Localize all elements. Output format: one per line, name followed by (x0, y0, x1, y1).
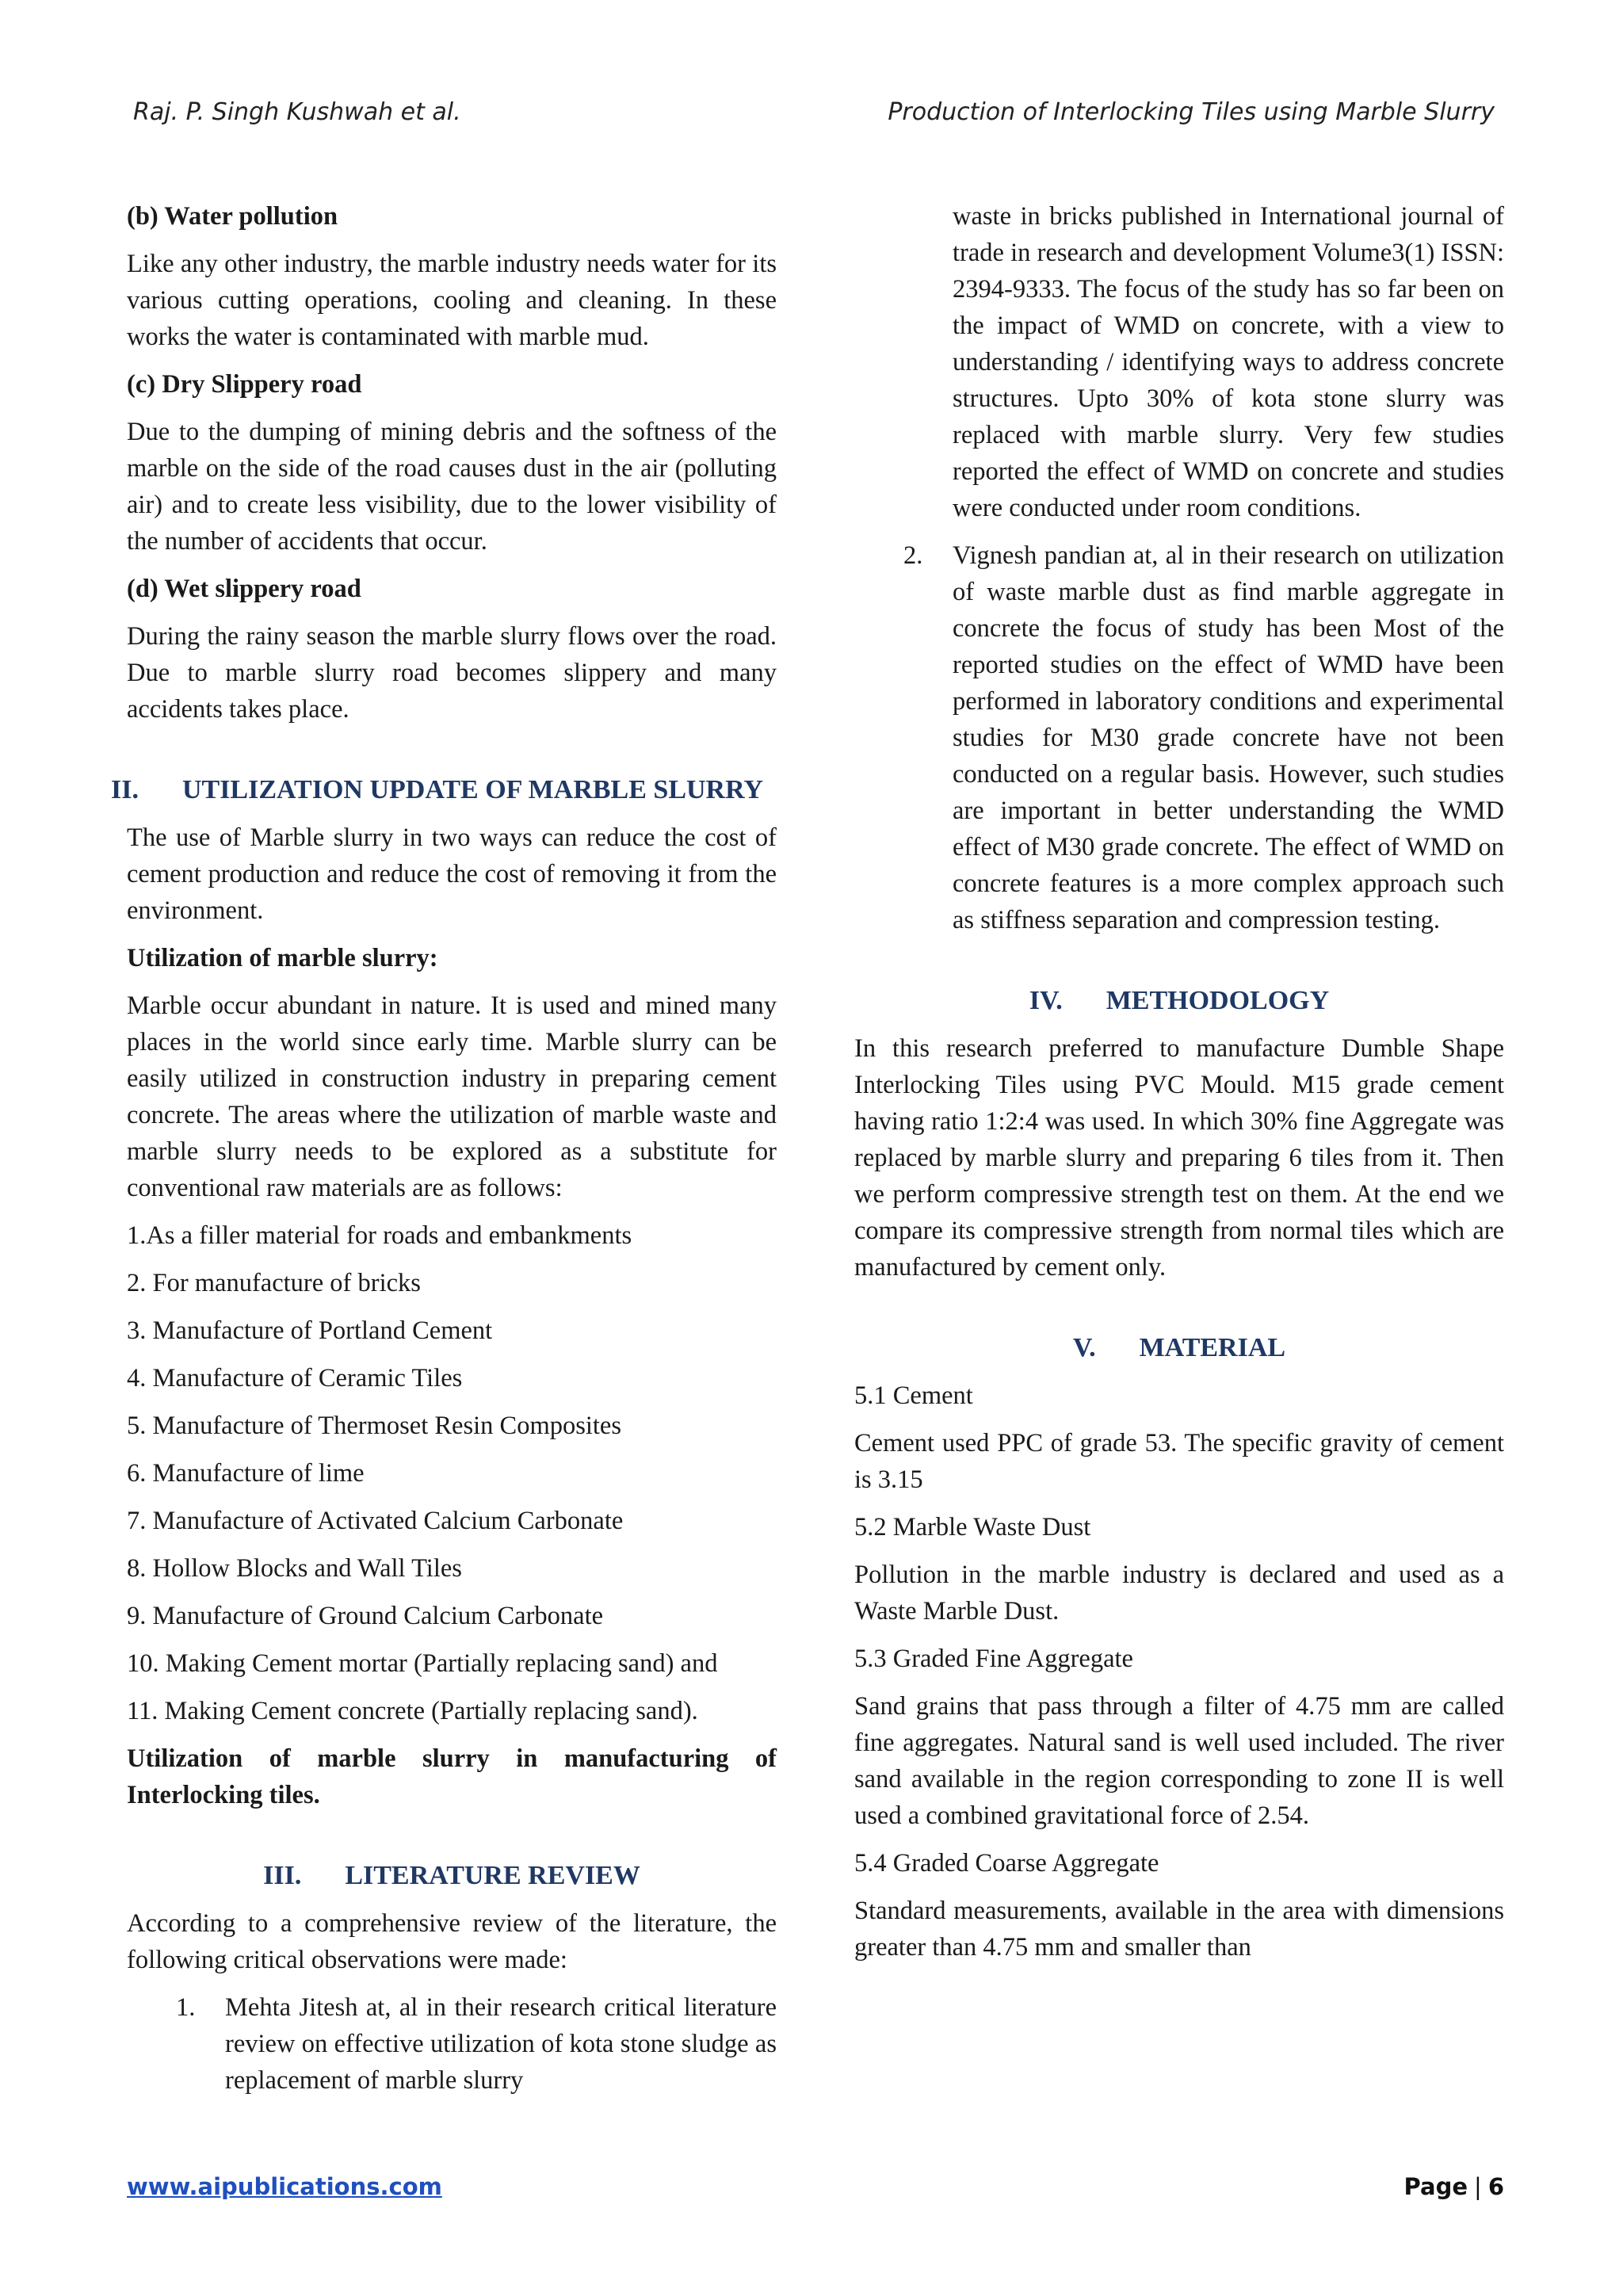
section-3-label: LITERATURE REVIEW (345, 1861, 640, 1890)
literature-item-1 (127, 1989, 777, 2099)
uses-list (127, 1217, 777, 1729)
page-label: Page (1403, 2173, 1468, 2200)
section-3-title (127, 1858, 777, 1894)
section-2-text: The use of Marble slurry in two ways can reduce the cost of cement production and reduce the cost of removing it from the environment. (127, 823, 777, 925)
material-fine-aggregate-heading: 5.3 Graded Fine Aggregate (854, 1645, 1133, 1673)
list-item: 7. Manufacture of Activated Calcium Carbonate (127, 1507, 624, 1535)
material-cement-heading: 5.1 Cement (854, 1381, 973, 1410)
section-2-title (111, 772, 777, 808)
section-4-title (854, 983, 1504, 1019)
material-coarse-aggregate-heading: 5.4 Graded Coarse Aggregate (854, 1849, 1159, 1878)
list-item: 1.As a filler material for roads and embankments (127, 1221, 632, 1250)
material-marble-dust-text: Pollution in the marble industry is declared and used as a Waste Marble Dust. (854, 1561, 1504, 1626)
material-fine-aggregate-text: Sand grains that pass through a filter of 4.75 mm are called fine aggregates. Natural sand is well used included. The river sand available in the region corresponding to zone II is well used a combined gravitational force of 2.54. (854, 1692, 1504, 1830)
literature-item-1-cont-text: waste in bricks published in International journal of trade in research and development Volume3(1) ISSN: 2394-9333. The focus of the study has so far been on the impact of WMD on concrete, with a view to understanding / identifying ways to address concrete structures. Upto 30% of kota stone slurry was replaced with marble slurry. Very few studies reported the effect of WMD on concrete and studies were conducted under room conditions. (953, 202, 1504, 522)
material-cement-text: Cement used PPC of grade 53. The specific gravity of cement is 3.15 (854, 1429, 1504, 1494)
wet-road-text: During the rainy season the marble slurry flows over the road. Due to marble slurry road becomes slippery and many accidents takes place. (127, 622, 777, 724)
section-2-number: II. (111, 775, 139, 804)
left-column (111, 198, 777, 2110)
literature-item-1-number: 1. (176, 1993, 196, 2022)
list-item: 6. Manufacture of lime (127, 1459, 365, 1488)
section-4-text: In this research preferred to manufacture Dumble Shape Interlocking Tiles using PVC Mould. M15 grade cement having ratio 1:2:4 was used. In which 30% fine Aggregate was replaced by marble slurry and preparing 6 tiles from it. Then we perform compressive strength test on them. At the end we compare its compressive strength from normal tiles which are manufactured by cement only. (854, 1034, 1504, 1282)
literature-item-2-text: Vignesh pandian at, al in their research on utilization of waste marble dust as find marble aggregate in concrete the focus of study has been Most of the reported studies on the effect of WMD have been performed in laboratory conditions and experimental studies for M30 grade concrete have not been conducted on a regular basis. However, such studies are important in better understanding the WMD effect of M30 grade concrete. The effect of WMD on concrete features is a more complex approach such as stiffness separation and compression testing. (953, 541, 1504, 934)
literature-item-1-text: Mehta Jitesh at, al in their research critical literature review on effective utilization of kota stone sludge as replacement of marble slurry (225, 1993, 777, 2095)
list-item: 8. Hollow Blocks and Wall Tiles (127, 1554, 462, 1583)
section-5-number: V. (1072, 1333, 1096, 1362)
water-pollution-text: Like any other industry, the marble industry needs water for its various cutting operations, cooling and cleaning. In these works the water is contaminated with marble mud. (127, 250, 777, 351)
material-marble-dust-heading: 5.2 Marble Waste Dust (854, 1513, 1091, 1541)
publisher-link[interactable]: www.aipublications.com (127, 2173, 442, 2200)
page-separator: | (1474, 2173, 1482, 2200)
section-5-title (854, 1330, 1504, 1366)
list-item: 2. For manufacture of bricks (127, 1269, 421, 1297)
water-pollution-heading: (b) Water pollution (127, 202, 338, 231)
literature-item-2-number: 2. (903, 541, 923, 570)
utilization-text: Marble occur abundant in nature. It is used and mined many places in the world since early time. Marble slurry can be easily utilized in construction industry in preparing cement concrete. The areas where the utilization of marble waste and marble slurry needs to be explored as a substitute for conventional raw materials are as follows: (127, 991, 777, 1202)
list-item: 10. Making Cement mortar (Partially replacing sand) and (127, 1649, 718, 1678)
section-2-label: UTILIZATION UPDATE OF MARBLE SLURRY (181, 775, 764, 804)
header-title: Production of Interlocking Tiles using Marble Slurry (888, 98, 1495, 126)
page-number (1404, 2173, 1504, 2200)
dry-road-heading: (c) Dry Slippery road (127, 370, 362, 399)
list-item: 4. Manufacture of Ceramic Tiles (127, 1364, 463, 1392)
list-item: 5. Manufacture of Thermoset Resin Composites (127, 1412, 622, 1440)
section-3-number: III. (263, 1861, 302, 1890)
section-4-number: IV. (1029, 986, 1063, 1015)
section-4-label: METHODOLOGY (1106, 986, 1330, 1015)
literature-item-2 (854, 537, 1504, 938)
section-3-text: According to a comprehensive review of the literature, the following critical observations were made: (127, 1909, 777, 1974)
list-item: 3. Manufacture of Portland Cement (127, 1316, 493, 1345)
header-authors: Raj. P. Singh Kushwah et al. (133, 98, 461, 126)
material-coarse-aggregate-text: Standard measurements, available in the area with dimensions greater than 4.75 mm and smaller than (854, 1897, 1504, 1962)
right-column (854, 198, 1504, 1977)
utilization-heading: Utilization of marble slurry: (127, 944, 438, 972)
list-item: 11. Making Cement concrete (Partially replacing sand). (127, 1697, 698, 1725)
page-number-value: 6 (1487, 2173, 1504, 2200)
dry-road-text: Due to the dumping of mining debris and the softness of the marble on the side of the road causes dust in the air (polluting air) and to create less visibility, due to the lower visibility of the number of accidents that occur. (127, 418, 777, 556)
list-item: 9. Manufacture of Ground Calcium Carbonate (127, 1602, 604, 1630)
section-5-label: MATERIAL (1139, 1333, 1286, 1362)
literature-item-1-cont (854, 198, 1504, 526)
interlocking-heading: Utilization of marble slurry in manufacturing of Interlocking tiles. (127, 1744, 777, 1809)
wet-road-heading: (d) Wet slippery road (127, 575, 361, 603)
